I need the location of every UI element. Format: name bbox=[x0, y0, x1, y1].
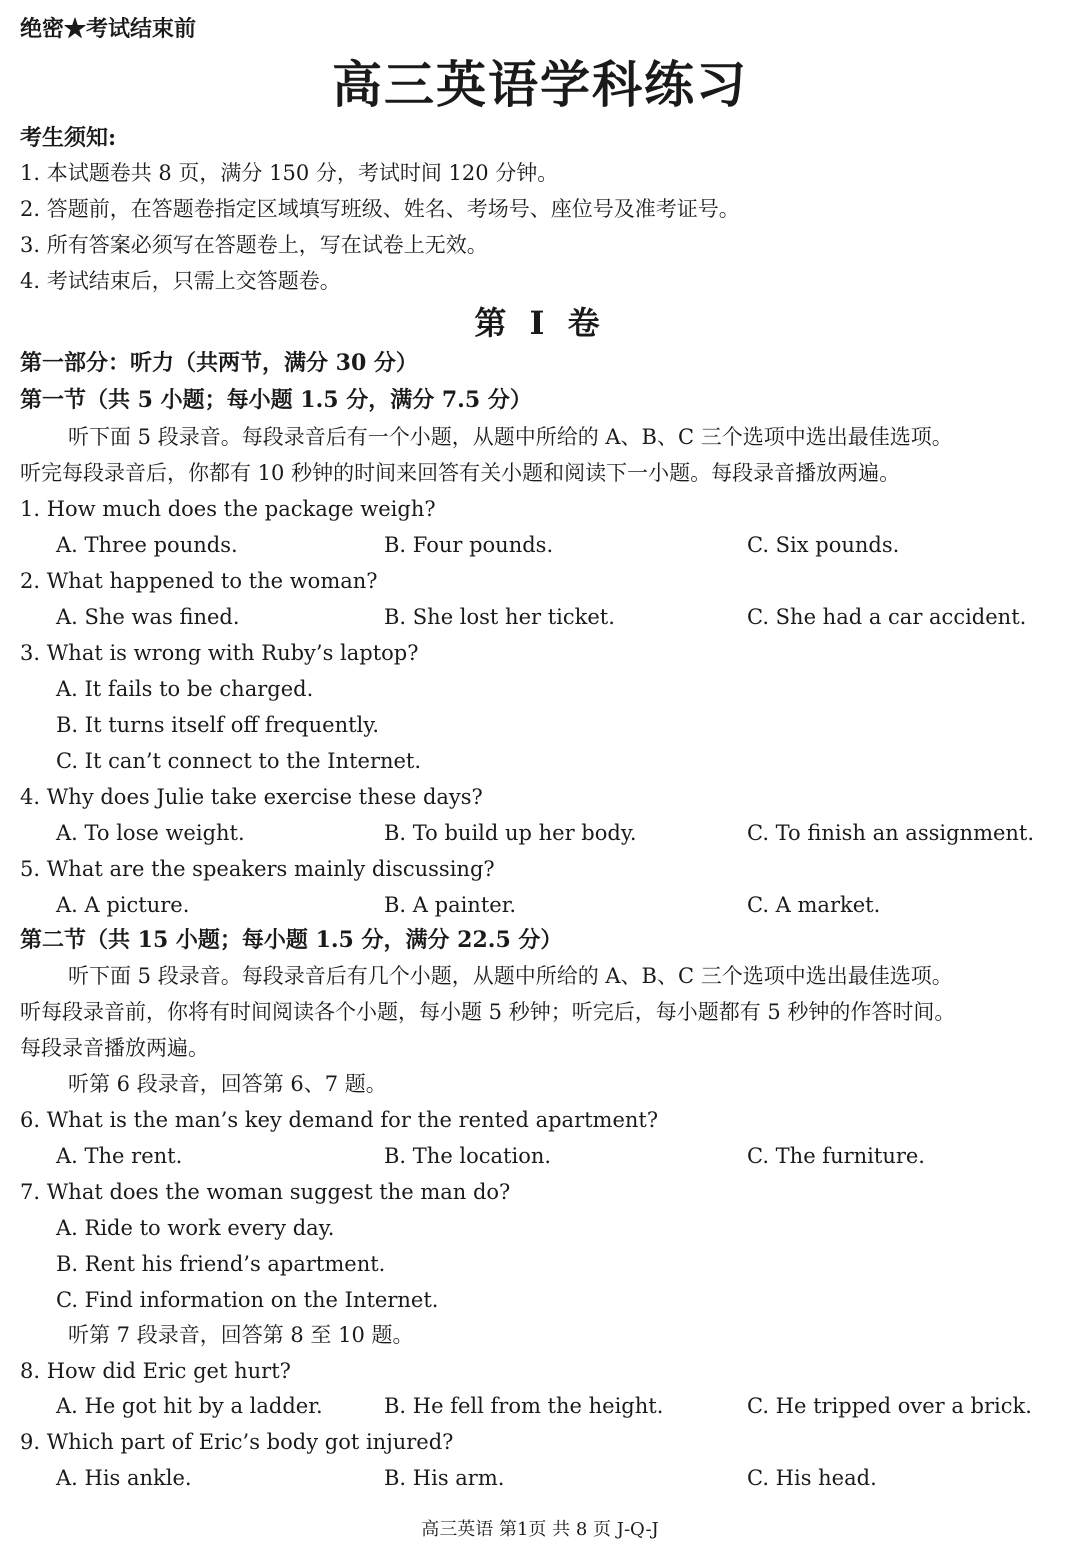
question-5: 5. What are the speakers mainly discussing? bbox=[20, 857, 495, 881]
option-a: A. Three pounds. bbox=[56, 533, 238, 557]
option-a: A. His ankle. bbox=[56, 1466, 192, 1490]
option-b: B. The location. bbox=[384, 1144, 552, 1168]
question-8: 8. How did Eric get hurt? bbox=[20, 1359, 291, 1383]
option-b: B. To build up her body. bbox=[384, 821, 637, 845]
option-c: C. Six pounds. bbox=[747, 533, 900, 557]
option-a: A. The rent. bbox=[56, 1144, 183, 1168]
option-a: A. A picture. bbox=[56, 893, 190, 917]
option-b: B. A painter. bbox=[384, 893, 517, 917]
option-a: A. To lose weight. bbox=[56, 821, 245, 845]
sub-note: 听第 6 段录音，回答第 6、7 题。 bbox=[68, 1072, 387, 1096]
section2-heading: 第二节（共 15 小题；每小题 1.5 分，满分 22.5 分） bbox=[20, 927, 563, 953]
notice-heading: 考生须知: bbox=[20, 125, 117, 151]
section2-instruction: 听下面 5 段录音。每段录音后有几个小题，从题中所给的 A、B、C 三个选项中选出最佳选项。 bbox=[68, 964, 953, 988]
option-b: B. He fell from the height. bbox=[384, 1394, 664, 1418]
section1-heading: 第一节（共 5 小题；每小题 1.5 分，满分 7.5 分） bbox=[20, 387, 532, 413]
section1-instruction: 听完每段录音后，你都有 10 秒钟的时间来回答有关小题和阅读下一小题。每段录音播放两遍。 bbox=[20, 461, 901, 485]
part1-heading: 第一部分：听力（共两节，满分 30 分） bbox=[20, 350, 418, 376]
question-6: 6. What is the man’s key demand for the rented apartment? bbox=[20, 1108, 659, 1132]
section1-instruction: 听下面 5 段录音。每段录音后有一个小题，从题中所给的 A、B、C 三个选项中选出最佳选项。 bbox=[68, 425, 953, 449]
option-a: A. Ride to work every day. bbox=[56, 1216, 335, 1240]
volume-title: 第 I 卷 bbox=[474, 304, 606, 342]
option-b: B. Rent his friend’s apartment. bbox=[56, 1252, 386, 1276]
option-c: C. A market. bbox=[747, 893, 881, 917]
question-7: 7. What does the woman suggest the man do? bbox=[20, 1180, 511, 1204]
option-c: C. The furniture. bbox=[747, 1144, 925, 1168]
question-2: 2. What happened to the woman? bbox=[20, 569, 378, 593]
option-b: B. His arm. bbox=[384, 1466, 505, 1490]
notice-item: 4. 考试结束后，只需上交答题卷。 bbox=[20, 269, 341, 293]
option-a: A. He got hit by a ladder. bbox=[56, 1394, 323, 1418]
option-a: A. She was fined. bbox=[56, 605, 240, 629]
option-c: C. To finish an assignment. bbox=[747, 821, 1035, 845]
secret-label: 绝密★考试结束前 bbox=[20, 16, 197, 42]
option-c: C. She had a car accident. bbox=[747, 605, 1027, 629]
notice-item: 1. 本试题卷共 8 页，满分 150 分，考试时间 120 分钟。 bbox=[20, 161, 559, 185]
question-9: 9. Which part of Eric’s body got injured? bbox=[20, 1430, 454, 1454]
sub-note: 听第 7 段录音，回答第 8 至 10 题。 bbox=[68, 1323, 414, 1347]
section2-instruction: 每段录音播放两遍。 bbox=[20, 1036, 209, 1060]
page-title: 高三英语学科练习 bbox=[332, 55, 748, 114]
question-1: 1. How much does the package weigh? bbox=[20, 497, 436, 521]
question-3: 3. What is wrong with Ruby’s laptop? bbox=[20, 641, 419, 665]
page-footer: 高三英语 第1页 共 8 页 J-Q-J bbox=[421, 1519, 659, 1540]
option-c: C. It can’t connect to the Internet. bbox=[56, 749, 422, 773]
option-c: C. Find information on the Internet. bbox=[56, 1288, 439, 1312]
notice-item: 3. 所有答案必须写在答题卷上，写在试卷上无效。 bbox=[20, 233, 488, 257]
option-a: A. It fails to be charged. bbox=[56, 677, 314, 701]
notice-item: 2. 答题前，在答题卷指定区域填写班级、姓名、考场号、座位号及准考证号。 bbox=[20, 197, 740, 221]
section2-instruction: 听每段录音前，你将有时间阅读各个小题，每小题 5 秒钟；听完后，每小题都有 5 秒钟的作答时间。 bbox=[20, 1000, 956, 1024]
option-c: C. He tripped over a brick. bbox=[747, 1394, 1032, 1418]
question-4: 4. Why does Julie take exercise these days? bbox=[20, 785, 483, 809]
option-b: B. She lost her ticket. bbox=[384, 605, 615, 629]
option-b: B. It turns itself off frequently. bbox=[56, 713, 379, 737]
option-b: B. Four pounds. bbox=[384, 533, 554, 557]
option-c: C. His head. bbox=[747, 1466, 877, 1490]
